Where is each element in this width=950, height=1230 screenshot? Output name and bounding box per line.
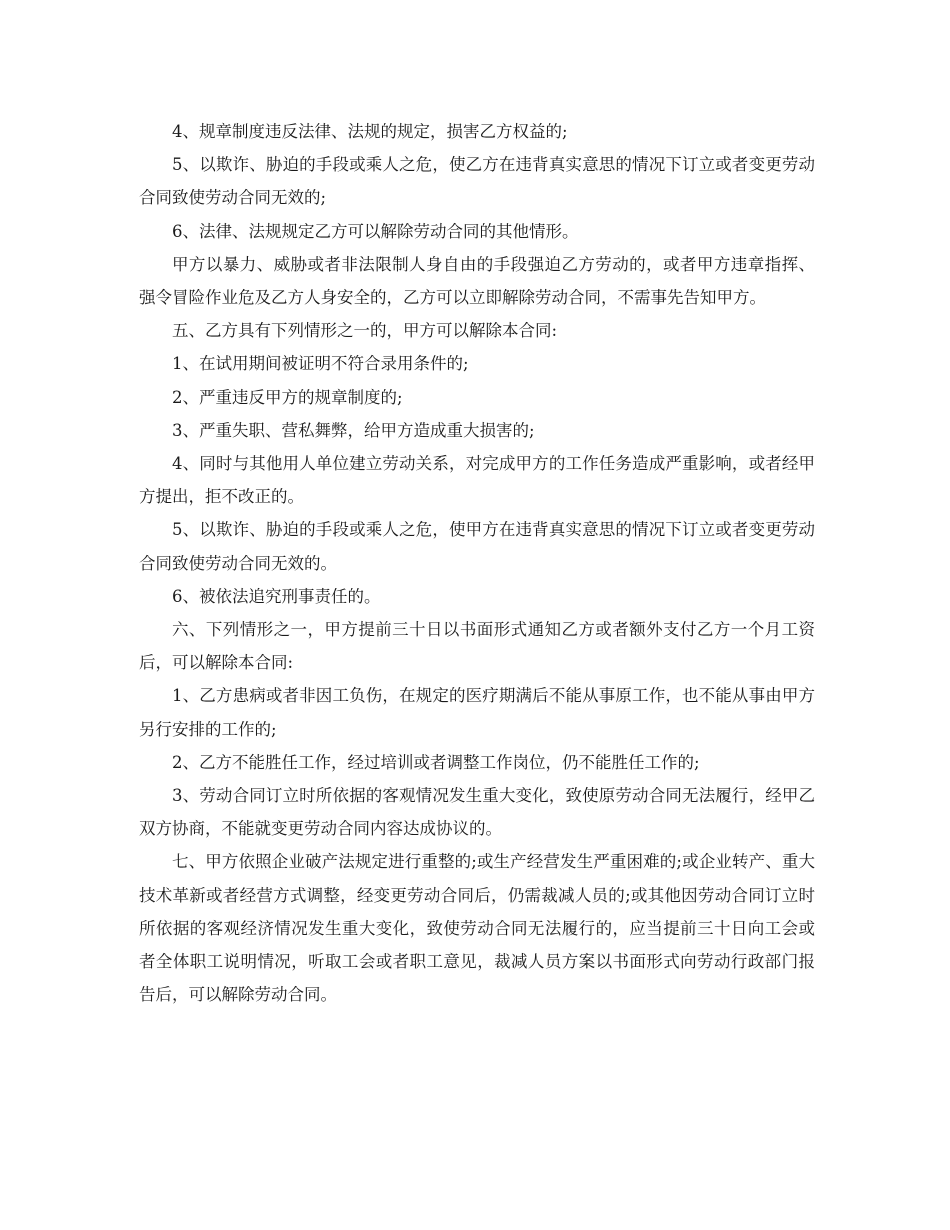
paragraph-clause-6-other-circumstances: 6、法律、法规规定乙方可以解除劳动合同的其他情形。 <box>172 221 579 241</box>
paragraph-five-item-1: 1、在试用期间被证明不符合录用条件的; <box>172 354 469 374</box>
paragraph-immediate-termination: 甲方以暴力、威胁或者非法限制人身自由的手段强迫乙方劳动的，或者甲方违章指挥、强令冒险作业危及乙方人身安全的，乙方可以立即解除劳动合同，不需事先告知甲方。 <box>139 254 815 308</box>
section-heading-six: 六、下列情形之一，甲方提前三十日以书面形式通知乙方或者额外支付乙方一个月工资后，可以解除本合同: <box>139 620 815 673</box>
paragraph-five-item-2: 2、严重违反甲方的规章制度的; <box>172 387 403 407</box>
paragraph-clause-4-rules-violate-law: 4、规章制度违反法律、法规的规定，损害乙方权益的; <box>172 122 568 141</box>
paragraph-six-item-2: 2、乙方不能胜任工作，经过培训或者调整工作岗位，仍不能胜任工作的; <box>172 752 700 772</box>
paragraph-six-item-1: 1、乙方患病或者非因工负伤，在规定的医疗期满后不能从事原工作，也不能从事由甲方另行安排的工作的; <box>139 686 815 739</box>
section-heading-five: 五、乙方具有下列情形之一的，甲方可以解除本合同: <box>172 321 558 341</box>
paragraph-five-item-5: 5、以欺诈、胁迫的手段或乘人之危，使甲方在违背真实意思的情况下订立或者变更劳动合同致使劳动合同无效的。 <box>139 520 815 573</box>
paragraph-clause-5-fraud-coercion-employee: 5、以欺诈、胁迫的手段或乘人之危，使乙方在违背真实意思的情况下订立或者变更劳动合同致使劳动合同无效的; <box>139 155 815 208</box>
section-seven: 七、甲方依照企业破产法规定进行重整的;或生产经营发生严重困难的;或企业转产、重大技术革新或者经营方式调整，经变更劳动合同后，仍需裁减人员的;或其他因劳动合同订立时所依据的客观经济情况发生重大变化，致使劳动合同无法履行的，应当提前三十日向工会或者全体职工说明情况，听取工会或者职工意见，裁减人员方案以书面形式向劳动行政部门报告后，可以解除劳动合同。 <box>139 852 815 1005</box>
paragraph-five-item-3: 3、严重失职、营私舞弊，给甲方造成重大损害的; <box>172 420 535 440</box>
paragraph-five-item-6: 6、被依法追究刑事责任的。 <box>172 586 381 606</box>
document-body <box>139 115 815 1011</box>
paragraph-six-item-3: 3、劳动合同订立时所依据的客观情况发生重大变化，致使原劳动合同无法履行，经甲乙双方协商，不能就变更劳动合同内容达成协议的。 <box>139 786 815 839</box>
paragraph-five-item-4: 4、同时与其他用人单位建立劳动关系，对完成甲方的工作任务造成严重影响，或者经甲方提出，拒不改正的。 <box>139 454 815 507</box>
